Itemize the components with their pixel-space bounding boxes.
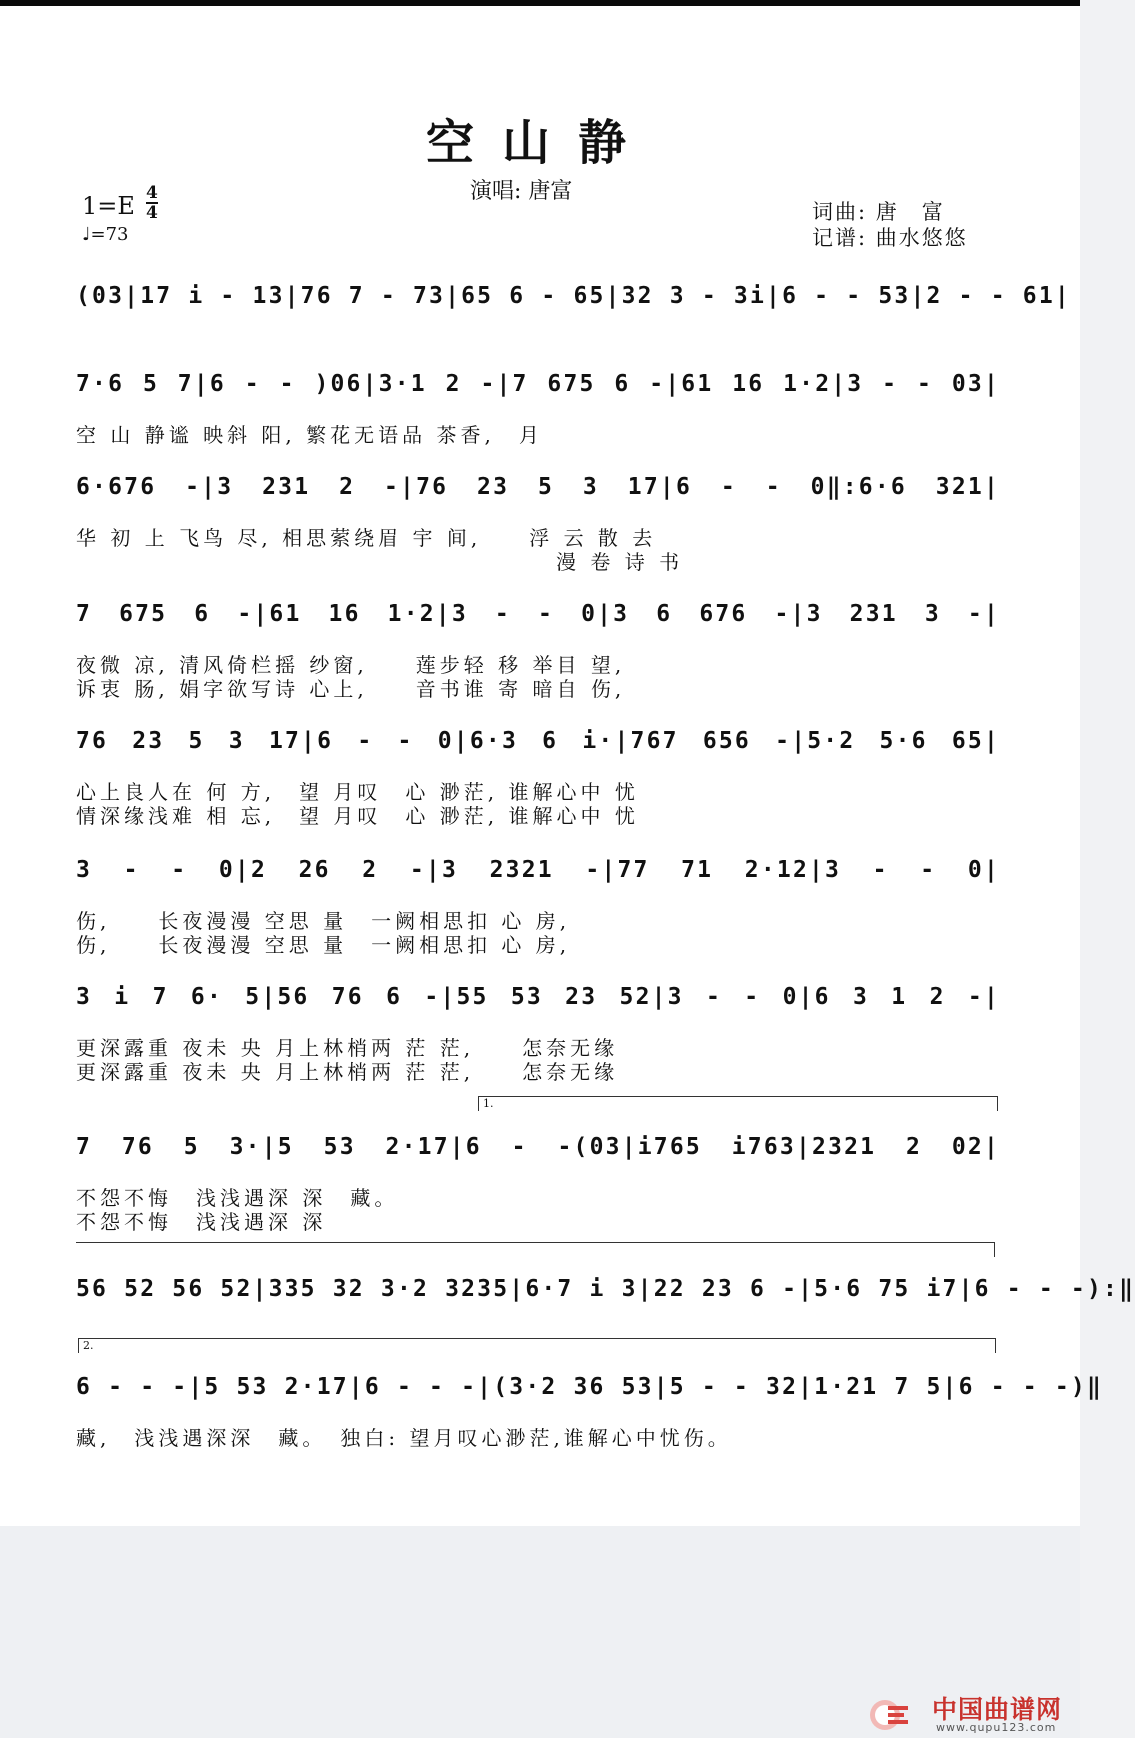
watermark-brand: 中国曲谱网 <box>932 1695 1063 1724</box>
song-title: 空山静 <box>425 115 654 171</box>
lyric-line: 空 山 静谧 映斜 阳, 繁花无语品 茶香, 月 <box>76 423 543 447</box>
volta-bracket-2 <box>78 1338 996 1353</box>
time-signature-upper: 4 <box>146 183 158 203</box>
notation-line: 6 - - -|5 53 2·17|6 - - -|(3·2 36 53|5 - - 32|1·21 7 5|6 - - -)‖ <box>76 1374 1104 1400</box>
qupu-logo-icon <box>868 1698 910 1732</box>
volta-bracket-1-continued <box>76 1242 995 1257</box>
volta-label-2: 2. <box>83 1339 94 1352</box>
notation-line: 3 - - 0|2 26 2 -|3 2321 -|77 71 2·12|3 - - 0| <box>76 857 1000 883</box>
lyric-line: 伤, 长夜漫漫 空思 量 一阙相思扣 心 房, <box>76 909 571 933</box>
lyric-line: 伤, 长夜漫漫 空思 量 一阙相思扣 心 房, <box>76 933 571 957</box>
lyric-line: 更深露重 夜未 央 月上林梢两 茫 茫, 怎奈无缘 <box>76 1036 619 1060</box>
notation-line: 3 i 7 6· 5|56 76 6 -|55 53 23 52|3 - - 0|6 3 1 2 -| <box>76 984 1000 1010</box>
key-signature: 1=E <box>82 192 135 220</box>
lyric-line: 华 初 上 飞鸟 尽, 相思萦绕眉 宇 间, 浮 云 散 去 <box>76 526 657 550</box>
notation-line: 56 52 56 52|335 32 3·2 3235|6·7 i 3|22 23 6 -|5·6 75 i7|6 - - -):‖ <box>76 1276 1135 1302</box>
lyric-line: 更深露重 夜未 央 月上林梢两 茫 茫, 怎奈无缘 <box>76 1060 619 1084</box>
transcriber: 记谱: 曲水悠悠 <box>812 226 968 250</box>
lyric-line: 不怨不悔 浅浅遇深 深 藏。 <box>76 1186 399 1210</box>
notation-line: 76 23 5 3 17|6 - - 0|6·3 6 i·|767 656 -|5·2 5·6 65| <box>76 728 1000 754</box>
notation-line: 6·676 -|3 231 2 -|76 23 5 3 17|6 - - 0‖:6·6 321| <box>76 474 1000 500</box>
lyricist-composer: 词曲: 唐 富 <box>812 200 945 224</box>
lyric-line: 不怨不悔 浅浅遇深 深 <box>76 1210 327 1234</box>
watermark-url: www.qupu123.com <box>936 1721 1057 1734</box>
singer-credit: 演唱: 唐富 <box>470 179 573 204</box>
lyric-line: 漫 卷 诗 书 <box>76 550 684 574</box>
notation-line: (03|17 i - 13|76 7 - 73|65 6 - 65|32 3 - 3i|6 - - 53|2 - - 61| <box>76 283 1071 309</box>
time-signature-lower: 4 <box>146 203 158 223</box>
lyric-line: 诉衷 肠, 娟字欲写诗 心上, 音书谁 寄 暗自 伤, <box>76 677 626 701</box>
notation-line: 7·6 5 7|6 - - )06|3·1 2 -|7 675 6 -|61 16 1·2|3 - - 03| <box>76 371 1000 397</box>
volta-label-1: 1. <box>483 1097 494 1110</box>
notation-line: 7 675 6 -|61 16 1·2|3 - - 0|3 6 676 -|3 231 3 -| <box>76 601 1000 627</box>
lyric-line: 藏, 浅浅遇深深 藏。 独白: 望月叹心渺茫,谁解心中忧伤。 <box>76 1426 732 1450</box>
sheet-music-page <box>0 6 1135 1526</box>
lyric-line: 夜微 凉, 清风倚栏摇 纱窗, 莲步轻 移 举目 望, <box>76 653 626 677</box>
volta-bracket-1 <box>478 1096 998 1111</box>
tempo-marking: ♩=73 <box>82 224 129 245</box>
time-signature <box>146 184 158 222</box>
lyric-line: 情深缘浅难 相 忘, 望 月叹 心 渺茫, 谁解心中 忧 <box>76 804 639 828</box>
lyric-line: 心上良人在 何 方, 望 月叹 心 渺茫, 谁解心中 忧 <box>76 780 639 804</box>
page-footer <box>0 1526 1080 1738</box>
notation-line: 7 76 5 3·|5 53 2·17|6 - -(03|i765 i763|2321 2 02| <box>76 1134 1000 1160</box>
